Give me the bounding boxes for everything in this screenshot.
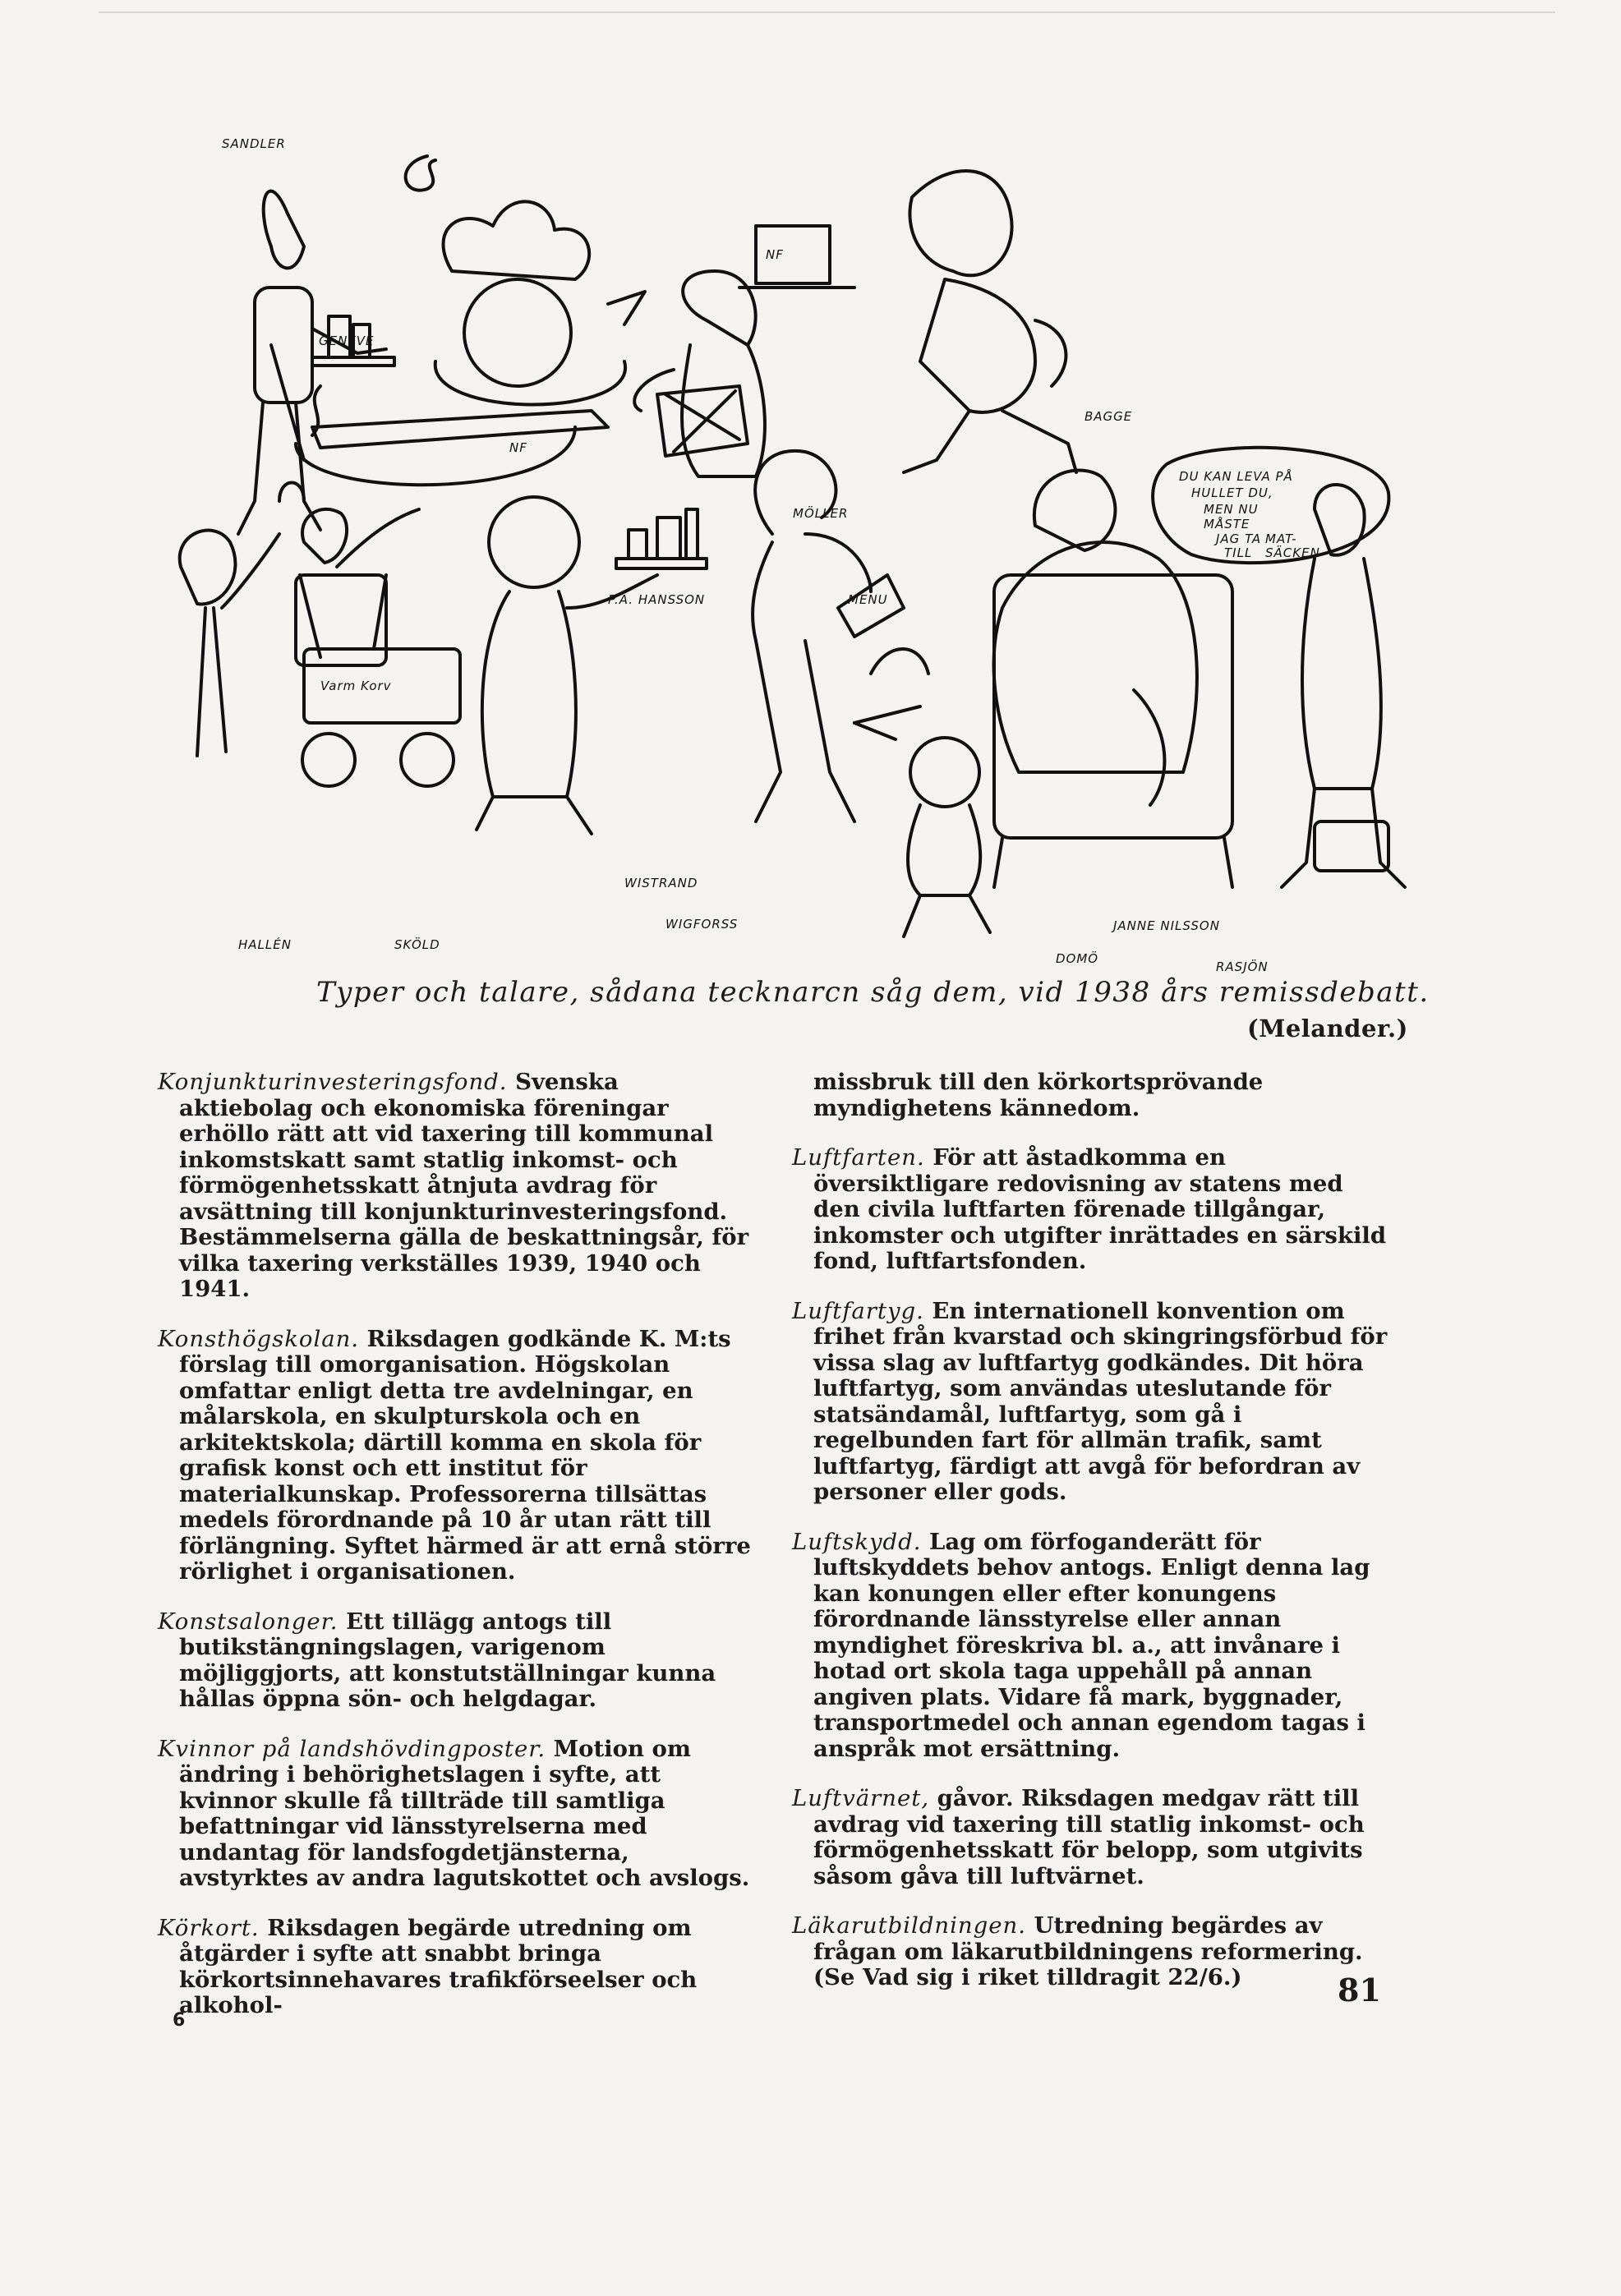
entry-luftfartyg: [792, 1299, 1390, 1506]
label-rasjon: RASJÖN: [1216, 959, 1269, 974]
speech-line-7: MAT-: [1265, 531, 1297, 546]
left-column: [158, 1070, 756, 2043]
entry-korkort: [158, 1916, 756, 2019]
entry-term: Konstsalonger.: [158, 1608, 338, 1635]
label-wistrand: WISTRAND: [624, 876, 698, 890]
speech-line-8: SÄCKEN: [1265, 545, 1320, 560]
label-moller: MÖLLER: [793, 506, 849, 521]
speech-line-5: JAG TA: [1216, 531, 1262, 546]
speech-line-3: MEN NU: [1204, 502, 1259, 517]
entry-text: Riksdagen begärde utredning om åtgärder i syfte att snabbt bringa körkortsinnehavares trafikförseelser och alkohol-: [179, 1914, 698, 2018]
label-janne-nilsson: JANNE NILSSON: [1113, 918, 1220, 933]
entry-kvinnor: [158, 1737, 756, 1892]
entry-text: Lag om förfoganderätt för luftskyddets behov antogs. Enligt denna lag kan konungen eller efter konungens förordnande länsstyrelse eller annan myndighet föreskriva bl. a., att invånare i hotad ort skola taga uppehåll på annan angiven plats. Vidare få mark, byggnader, transportmedel och annan egendom tagas i anspråk mot ersättning.: [813, 1528, 1370, 1762]
entry-lakarutbildningen: [792, 1913, 1390, 1991]
figure-wigforss: [477, 497, 707, 834]
entry-text: gåvor. Riksdagen medgav rätt till avdrag vid taxering till statlig inkomst- och förmögenhetsskatt för belopp, som utgivits såsom gåva till luftvärnet.: [813, 1785, 1365, 1889]
entry-text: missbruk till den körkortsprövande myndighetens kännedom.: [813, 1069, 1264, 1121]
entry-luftvarnet: [792, 1786, 1390, 1889]
label-hansson: P.A. HANSSON: [608, 592, 706, 607]
top-rule: [99, 12, 1555, 13]
entry-luftskydd: [792, 1530, 1390, 1763]
entry-term: Luftvärnet,: [792, 1785, 930, 1811]
entry-term: Kvinnor på landshövdingposter.: [158, 1735, 546, 1762]
menu-text: MENU: [848, 592, 888, 607]
printer-signature: 6: [173, 2010, 186, 2031]
page-number: 81: [1338, 1972, 1381, 2008]
illustrator-credit: (Melander.): [1247, 1015, 1408, 1042]
entry-text: Motion om ändring i behörighetslagen i syfte, att kvinnor skulle få tillträde till samtliga befattningar vid länsstyrelserna med undantag för landsfogdetjänsterna, avstyrktes av andra lagutskottet och avslogs.: [179, 1735, 750, 1891]
speech-line-4: MÅSTE: [1204, 517, 1250, 531]
entry-term: Konjunkturinvesteringsfond.: [158, 1069, 508, 1095]
entry-term: Luftfartyg.: [792, 1297, 924, 1324]
entry-korkort-continued: [792, 1070, 1390, 1121]
sign-nf: NF: [766, 247, 784, 262]
speech-line-2: HULLET DU,: [1191, 485, 1273, 500]
entry-text: Utredning begärdes av frågan om läkarutbildningens reformering. (Se Vad sig i riket tilldragit 22/6.): [813, 1912, 1363, 1990]
pot-label: NF: [509, 440, 527, 455]
entry-term: Läkarutbildningen.: [792, 1912, 1026, 1939]
figure-caption: Typer och talare, sådana tecknarcn såg dem, vid 1938 års remissdebatt.: [316, 976, 1430, 1009]
label-sandler: SANDLER: [222, 136, 286, 151]
entry-konsthogskolan: [158, 1327, 756, 1585]
label-bagge: BAGGE: [1085, 409, 1133, 424]
entry-term: Konsthögskolan.: [158, 1325, 360, 1352]
entry-text: Svenska aktiebolag och ekonomiska föreningar erhöllo rätt att vid taxering till kommunal inkomstskatt samt statlig inkomst- och förmögenhetsskatt åtnjuta avdrag för avsättning till konjunkturinvesteringsfond. Bestämmelserna gälla de beskattningsår, för vilka taxering verkställes 1939, 1940 och 1941.: [179, 1069, 749, 1302]
entry-konjunkturinvesteringsfond: [158, 1070, 756, 1303]
entry-term: Luftfarten.: [792, 1144, 925, 1171]
label-wigforss: WIGFORSS: [665, 917, 739, 932]
entry-text: För att åstadkomma en översiktligare redovisning av statens med den civila luftfarten förenade tillgångar, inkomster och utgifter inrättades en särskild fond, luftfartsfonden.: [813, 1144, 1387, 1274]
figure-moller: [634, 271, 765, 476]
right-column: [792, 1070, 1390, 2015]
figure-domo: [854, 649, 990, 936]
cart-text: Varm Korv: [320, 679, 392, 693]
label-domo: DOMÖ: [1056, 951, 1099, 966]
entry-luftfarten: [792, 1145, 1390, 1275]
entry-konstsalonger: [158, 1609, 756, 1713]
label-hallen: HALLÉN: [238, 937, 292, 952]
entry-term: Luftskydd.: [792, 1528, 922, 1555]
entry-text: Ett tillägg antogs till butikstängningslagen, varigenom möjliggjorts, att konstutställningar kunna hållas öppna sön- och helgdagar.: [179, 1608, 716, 1712]
cartoon-illustration: [181, 136, 1413, 978]
figure-janne-nilsson: [994, 471, 1232, 888]
entry-text: Riksdagen godkände K. M:ts förslag till omorganisation. Högskolan omfattar enligt detta tre avdelningar, en målarskola, en skulpturskola och en arkitektskola; därtill komma en skola för grafisk konst och ett institut för materialkunskap. Professorerna tillsättas medels förordnande på 10 år utan rätt till förlängning. Syftet härmed är att ernå större rörlighet i organisationen.: [179, 1325, 751, 1585]
label-skold: SKÖLD: [394, 937, 440, 952]
entry-term: Körkort.: [158, 1914, 260, 1941]
figure-bagge: [739, 171, 1076, 472]
entry-text: En internationell konvention om frihet från kvarstad och skingringsförbud för vissa slag av luftfartyg godkändes. Dit höra luftfartyg, som användas uteslutande för statsändamål, luftfartyg, som gå i regelbunden fart för allmän trafik, samt luftfartyg, färdigt att avgå för befordran av personer eller gods.: [813, 1297, 1388, 1505]
bottle-text: GENEVE: [319, 334, 375, 348]
speech-line-6: TILL: [1224, 545, 1253, 560]
speech-line-1: DU KAN LEVA PÅ: [1179, 469, 1293, 484]
